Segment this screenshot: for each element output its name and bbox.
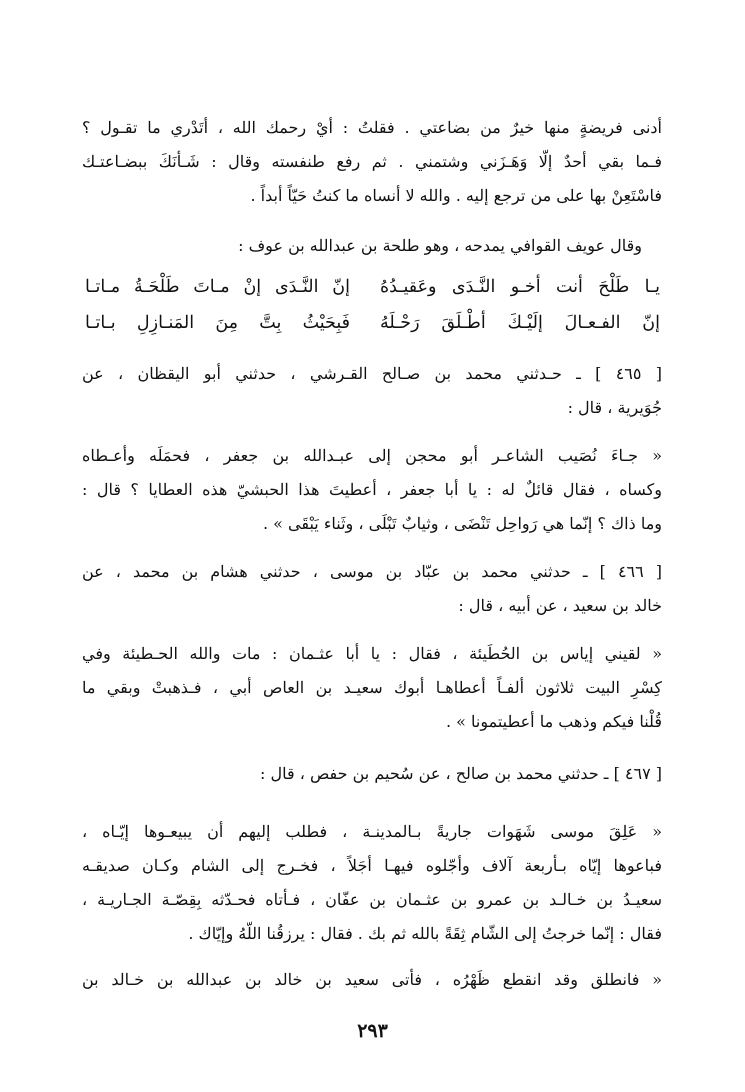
- text-line: « فانطلق وقد انقطع ظَهْرُه ، فأتى سعيد بن خالد بن عبدالله بن خـالد بن: [82, 970, 662, 989]
- text-line: فباعوها إيّاه بـأربعة آلاف وأجّلوه فيهـا أجَلاً ، فخـرج إلى الشام وكـان صديقـه: [82, 856, 662, 875]
- text-line: « عَلِقَ موسى شَهَوات جاريةً بـالمدينـة ، فطلب إليهم أن يبيعـوها إيّـاه ،: [82, 822, 662, 841]
- verse-hemistich-first: إنّ الفـعـالَ إلَيْـكَ أطْـلَقَ رَحْـلَهُ: [380, 313, 660, 333]
- text-line: سعيـدُ بن خـالـد بن عمرو بن عثـمان بن عفّان ، فـأتاه فحـدّثه بِقِصّـة الجـاريـة ،: [82, 890, 662, 909]
- text-line: قُلْنا فيكم وذهب ما أعطيتمونا » .: [445, 712, 662, 731]
- text-line: وكساه ، فقال قائلٌ له : يا أبا جعفر ، أعطيتَ هذا الحبشيّ هذه العطايا ؟ قال :: [82, 480, 662, 499]
- text-line: فـما بقي أحدٌ إلّا وَهَـزَني وشتمني . ثم رفع طنفسته وقال : شَـأنَكَ ببضـاعتـك: [82, 152, 662, 171]
- verse-hemistich-second: إنّ النَّـدَى إنْ مـاتَ طَلْحَـةُ مـاتـا: [85, 277, 350, 297]
- text-line: فاسْتَعِنْ بها على من ترجع إليه . والله لا أنساه ما كنتُ حَيّاً أبداً .: [250, 186, 662, 205]
- text-line: فقال : إنّما خرجتُ إلى الشّام ثِقَةً بالله ثم بك . فقال : يرزقُنا اللّهُ وإيّاك .: [188, 924, 662, 943]
- text-line: « جـاءَ نُصَيب الشاعـر أبو محجن إلى عبـدالله بن جعفر ، فحمَلَه وأعـطاه: [82, 446, 662, 465]
- text-line: « لقيني إياس بن الحُطَيئة ، فقال : يا أبا عثـمان : مات والله الحـطيئة وفي: [82, 644, 662, 663]
- hadith-isnad: خالد بن سعيد ، عن أبيه ، قال :: [458, 596, 662, 615]
- text-line: وما ذاك ؟ إنّما هي رَواحِل تَنْضَى ، وثيابٌ تَبْلَى ، وثَناء يَبْقَى » .: [263, 514, 662, 533]
- poem-intro: وقال عويف القوافي يمدحه ، وهو طلحة بن عبدالله بن عوف :: [238, 236, 642, 255]
- text-line: كِسْرِ البيت ثلاثون ألفـاً أعطاهـا أبوك سعيـد بن العاص أبي ، فـذهبتْ وبقي ما: [82, 678, 662, 697]
- verse-hemistich-first: يـا طَلْحَ أنت أخـو النَّـدَى وعَقيـدُهُ: [380, 277, 660, 297]
- text-line: أدنى فريضةٍ منها خيرٌ من بضاعتي . فقلتُ : أيْ رحمك الله ، أتَدْري ما تقـول ؟: [82, 118, 662, 137]
- hadith-isnad: [ ٤٦٥ ] ـ حـدثني محمد بن صـالح القـرشي ، حدثني أبو اليقظان ، عن: [82, 364, 663, 383]
- verse-hemistich-second: فَبِحَيْثُ بِتَّ مِنَ المَنـازِلِ بـاتـا: [85, 313, 350, 333]
- hadith-isnad: جُوَيرية ، قال :: [567, 398, 662, 417]
- page-number: ٢٩٣: [357, 1020, 388, 1042]
- hadith-isnad: [ ٤٦٧ ] ـ حدثني محمد بن صالح ، عن سُحيم بن حفص ، قال :: [259, 764, 662, 783]
- hadith-isnad: [ ٤٦٦ ] ـ حدثني محمد بن عبّاد بن موسى ، حدثني هشام بن محمد ، عن: [82, 562, 663, 581]
